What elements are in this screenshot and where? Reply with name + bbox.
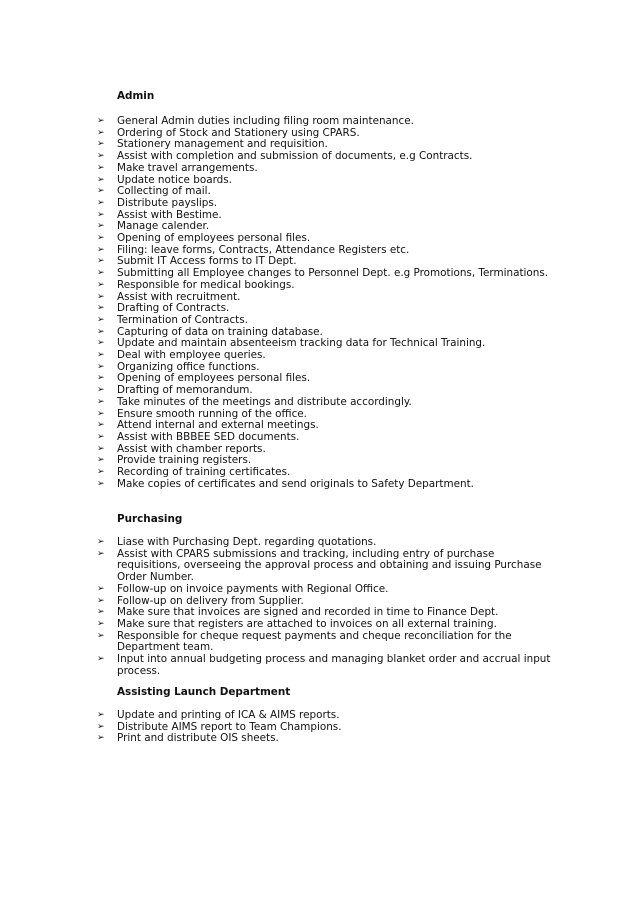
arrow-bullet-icon: ➢ xyxy=(97,607,105,618)
list-item-text: Make sure that registers are attached to invoices on all external training. xyxy=(117,617,497,630)
list-item-text: Assist with chamber reports. xyxy=(117,442,266,455)
arrow-bullet-icon: ➢ xyxy=(97,396,105,407)
arrow-bullet-icon: ➢ xyxy=(97,151,105,162)
launch-duties-list xyxy=(97,710,557,745)
list-item-text: Provide training registers. xyxy=(117,454,252,467)
arrow-bullet-icon: ➢ xyxy=(97,385,105,396)
list-item-text: Ensure smooth running of the office. xyxy=(117,407,307,420)
list-item-text: General Admin duties including filing room maintenance. xyxy=(117,115,414,127)
arrow-bullet-icon: ➢ xyxy=(97,338,105,349)
list-item xyxy=(97,654,557,677)
arrow-bullet-icon: ➢ xyxy=(97,455,105,466)
arrow-bullet-icon: ➢ xyxy=(97,256,105,267)
list-item-text: Termination of Contracts. xyxy=(117,313,248,326)
list-item-text: Manage calender. xyxy=(117,220,210,233)
list-item xyxy=(97,479,557,491)
arrow-bullet-icon: ➢ xyxy=(97,595,105,606)
list-item-text: Distribute payslips. xyxy=(117,196,218,209)
launch-section xyxy=(97,686,557,745)
list-item-text: Drafting of Contracts. xyxy=(117,302,230,315)
list-item-text: Responsible for cheque request payments and cheque reconciliation for the Department team. xyxy=(117,629,512,654)
list-item-text: Assist with recruitment. xyxy=(117,290,241,303)
arrow-bullet-icon: ➢ xyxy=(97,420,105,431)
list-item-text: Drafting of memorandum. xyxy=(117,384,253,397)
purchasing-section-title: Purchasing xyxy=(117,513,183,525)
list-item-text: Collecting of mail. xyxy=(117,185,211,198)
arrow-bullet-icon: ➢ xyxy=(97,373,105,384)
arrow-bullet-icon: ➢ xyxy=(97,361,105,372)
arrow-bullet-icon: ➢ xyxy=(97,548,105,559)
arrow-bullet-icon: ➢ xyxy=(97,467,105,478)
arrow-bullet-icon: ➢ xyxy=(97,630,105,641)
admin-duties-list xyxy=(97,116,557,491)
arrow-bullet-icon: ➢ xyxy=(97,279,105,290)
list-item-text: Attend internal and external meetings. xyxy=(117,419,319,432)
admin-section xyxy=(97,90,557,491)
arrow-bullet-icon: ➢ xyxy=(97,654,105,665)
arrow-bullet-icon: ➢ xyxy=(97,710,105,720)
arrow-bullet-icon: ➢ xyxy=(97,221,105,232)
list-item-text: Organizing office functions. xyxy=(117,360,260,373)
list-item-text: Make travel arrangements. xyxy=(117,161,258,174)
admin-section-title: Admin xyxy=(117,90,155,102)
list-item-text: Update notice boards. xyxy=(117,173,232,186)
list-item-text: Follow-up on invoice payments with Regional Office. xyxy=(117,582,389,595)
list-item-text: Print and distribute OIS sheets. xyxy=(117,732,279,745)
list-item xyxy=(97,733,557,745)
arrow-bullet-icon: ➢ xyxy=(97,174,105,185)
list-item xyxy=(97,549,557,584)
arrow-bullet-icon: ➢ xyxy=(97,431,105,442)
list-item-text: Assist with CPARS submissions and tracking, including entry of purchase requisitions, overseeing the approval process and obtaining and issuing Purchase Order Number. xyxy=(117,547,542,584)
arrow-bullet-icon: ➢ xyxy=(97,733,105,744)
arrow-bullet-icon: ➢ xyxy=(97,303,105,314)
list-item-text: Opening of employees personal files. xyxy=(117,372,311,385)
arrow-bullet-icon: ➢ xyxy=(97,127,105,138)
arrow-bullet-icon: ➢ xyxy=(97,162,105,173)
arrow-bullet-icon: ➢ xyxy=(97,443,105,454)
launch-section-title: Assisting Launch Department xyxy=(117,686,291,698)
list-item-text: Make copies of certificates and send originals to Safety Department. xyxy=(117,477,474,490)
list-item-text: Input into annual budgeting process and managing blanket order and accrual input process. xyxy=(117,653,551,677)
list-item-text: Ordering of Stock and Stationery using CPARS. xyxy=(117,126,360,139)
list-item-text: Liase with Purchasing Dept. regarding quotations. xyxy=(117,536,377,548)
arrow-bullet-icon: ➢ xyxy=(97,139,105,150)
arrow-bullet-icon: ➢ xyxy=(97,209,105,220)
list-item-text: Assist with Bestime. xyxy=(117,208,222,221)
arrow-bullet-icon: ➢ xyxy=(97,350,105,361)
arrow-bullet-icon: ➢ xyxy=(97,197,105,208)
list-item-text: Submitting all Employee changes to Personnel Dept. e.g Promotions, Terminations. xyxy=(117,267,549,280)
list-item-text: Responsible for medical bookings. xyxy=(117,278,295,291)
arrow-bullet-icon: ➢ xyxy=(97,268,105,279)
list-item-text: Assist with BBBEE SED documents. xyxy=(117,430,300,443)
list-item-text: Stationery management and requisition. xyxy=(117,138,328,151)
arrow-bullet-icon: ➢ xyxy=(97,408,105,419)
list-item-text: Capturing of data on training database. xyxy=(117,325,323,338)
list-item-text: Take minutes of the meetings and distribute accordingly. xyxy=(117,395,412,408)
list-item-text: Make sure that invoices are signed and recorded in time to Finance Dept. xyxy=(117,606,499,619)
arrow-bullet-icon: ➢ xyxy=(97,583,105,594)
purchasing-duties-list xyxy=(97,537,557,677)
arrow-bullet-icon: ➢ xyxy=(97,537,105,547)
list-item-text: Submit IT Access forms to IT Dept. xyxy=(117,255,297,268)
list-item-text: Update and printing of ICA & AIMS reports. xyxy=(117,709,340,721)
arrow-bullet-icon: ➢ xyxy=(97,244,105,255)
list-item-text: Recording of training certificates. xyxy=(117,466,291,479)
list-item-text: Update and maintain absenteeism tracking data for Technical Training. xyxy=(117,337,486,350)
list-item-text: Filing: leave forms, Contracts, Attendance Registers etc. xyxy=(117,243,410,256)
list-item-text: Follow-up on delivery from Supplier. xyxy=(117,594,304,607)
list-item-text: Deal with employee queries. xyxy=(117,349,266,362)
arrow-bullet-icon: ➢ xyxy=(97,314,105,325)
arrow-bullet-icon: ➢ xyxy=(97,233,105,244)
list-item-text: Assist with completion and submission of documents, e.g Contracts. xyxy=(117,150,473,163)
purchasing-section xyxy=(97,513,557,677)
arrow-bullet-icon: ➢ xyxy=(97,116,105,126)
arrow-bullet-icon: ➢ xyxy=(97,291,105,302)
arrow-bullet-icon: ➢ xyxy=(97,618,105,629)
list-item-text: Opening of employees personal files. xyxy=(117,232,311,245)
arrow-bullet-icon: ➢ xyxy=(97,326,105,337)
list-item xyxy=(97,631,557,654)
arrow-bullet-icon: ➢ xyxy=(97,478,105,489)
list-item-text: Distribute AIMS report to Team Champions. xyxy=(117,720,342,733)
arrow-bullet-icon: ➢ xyxy=(97,186,105,197)
arrow-bullet-icon: ➢ xyxy=(97,721,105,732)
